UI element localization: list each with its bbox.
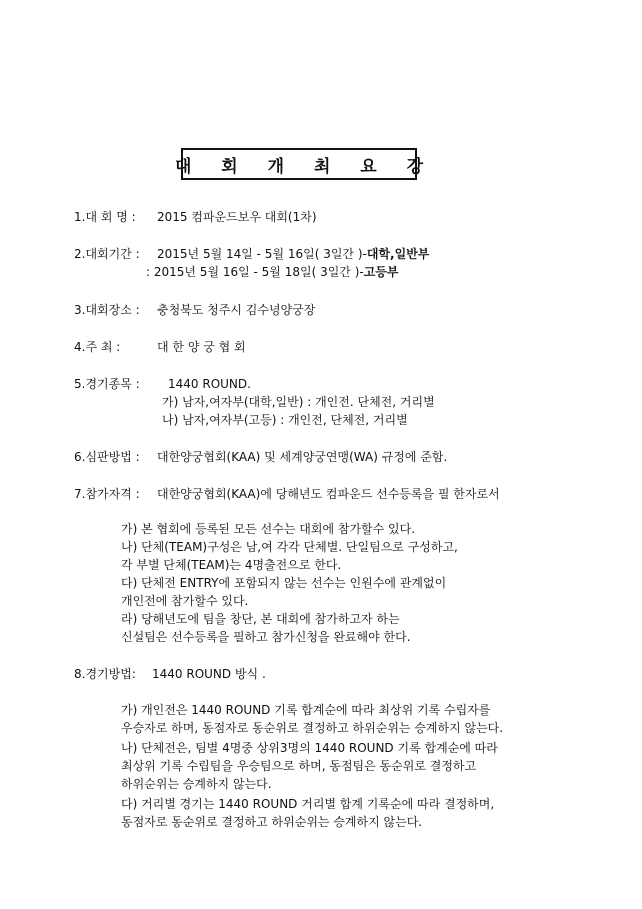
method-item: 최상위 기록 수립팀을 우승팀으로 하며, 동점팀은 동순위로 결정하고 [121,759,477,773]
event-period-line-2 [146,264,399,280]
event-name-label: 1.대 회 명 : [74,210,136,224]
venue-value: 충청북도 청주시 김수녕양궁장 [157,303,316,317]
method-value: 1440 ROUND 방식 . [152,667,266,681]
eligibility-item: 나) 단체(TEAM)구성은 남,여 각각 단체별. 단일팀으로 구성하고, [121,540,458,554]
events-item-b: 나) 남자,여자부(고등) : 개인전, 단체전, 거리별 [162,413,408,427]
method-item: 하위순위는 승계하지 않는다. [121,777,272,791]
method-item: 나) 단체전은, 팀별 4명중 상위3명의 1440 ROUND 기록 합계순에 따라 [121,741,498,755]
events-value: 1440 ROUND. [168,377,251,391]
method-item: 동점자로 동순위로 결정하고 하위순위는 승계하지 않는다. [121,815,423,829]
method-item: 우승자로 하며, 동점자로 동순위로 결정하고 하위순위는 승계하지 않는다. [121,721,504,735]
method-label: 8.경기방법: [74,667,136,681]
eligibility-item: 개인전에 참가할수 있다. [121,594,249,608]
venue-label: 3.대회장소 : [74,303,140,317]
events-label: 5.경기종목 : [74,377,140,391]
judging-value: 대한양궁협회(KAA) 및 세계양궁연맹(WA) 규정에 준함. [157,450,448,464]
eligibility-label: 7.참가자격 : [74,487,140,501]
event-period-line-1 [157,246,429,262]
title-box [174,148,436,180]
eligibility-item: 신설팀은 선수등록을 필하고 참가신청을 완료해야 한다. [121,630,411,644]
eligibility-item: 다) 단체전 ENTRY에 포함되지 않는 선수는 인원수에 관계없이 [121,576,447,590]
judging-label: 6.심판방법 : [74,450,140,464]
eligibility-item: 각 부별 단체(TEAM)는 4명출전으로 한다. [121,558,342,572]
host-label: 4.주 최 : [74,340,121,354]
method-item: 가) 개인전은 1440 ROUND 기록 합계순에 따라 최상위 기록 수립자를 [121,703,491,717]
event-period-line-1-division: 대학,일반부 [366,247,430,261]
eligibility-item: 가) 본 협회에 등록된 모든 선수는 대회에 참가할수 있다. [121,522,416,536]
events-item-a: 가) 남자,여자부(대학,일반) : 개인전. 단체전, 거리별 [162,395,435,409]
method-item: 다) 거리별 경기는 1440 ROUND 거리별 합계 기록순에 따라 결정하며, [121,797,495,811]
event-period-line-1-text: 2015년 5월 14일 - 5월 16일( 3일간 )- [157,247,367,261]
event-period-label: 2.대회기간 : [74,247,140,261]
event-name-value: 2015 컴파운드보우 대회(1차) [157,210,317,224]
event-period-line-2-text: : 2015년 5월 16일 - 5월 18일( 3일간 )- [146,265,364,279]
document-title: 대 회 개 최 요 강 [174,156,436,177]
host-value: 대 한 양 궁 협 회 [157,340,246,354]
eligibility-item: 라) 당해년도에 팀을 창단, 본 대회에 참가하고자 하는 [121,612,400,626]
eligibility-value: 대한양궁협회(KAA)에 당해년도 컴파운드 선수등록을 필 한자로서 [157,487,500,501]
event-period-line-2-division: 고등부 [363,265,399,279]
